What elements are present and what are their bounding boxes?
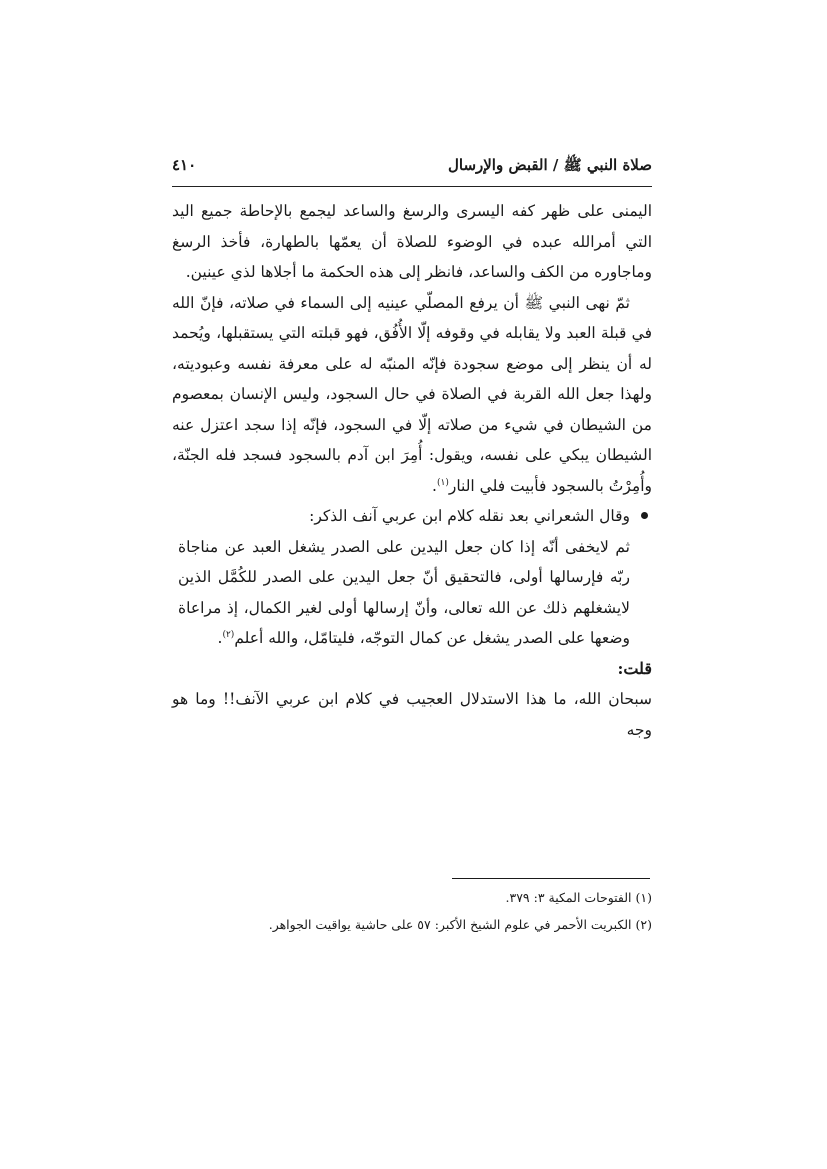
paragraph-2-end: . [432, 476, 437, 495]
bullet-text: وقال الشعراني بعد نقله كلام ابن عربي آنف الذكر: [309, 507, 630, 525]
paragraph-2-text: ثمّ نهى النبي ﷺ أن يرفع المصلّي عينيه إلى السماء في صلاته، فإنّ الله في قبلة العبد ولا يقابله في وقوفه إلّا الأُفُق، فهو قبلته التي يستقبلها، ويُحمد له أن ينظر إلى موضع سجودة فإنّه المنبّه له على معرفة نفسه وعبوديته، ولهذا جعل الله القربة في الصلاة في حال السجود، وليس الإنسان بمعصوم من الشيطان في شيء من صلاته إلّا في السجود، فإنّه إذا سجد اعتزل عنه الشيطان يبكي على نفسه، ويقول: أُمِرَ ابن آدم بالسجود فسجد فله الجنّة، وأُمِرْتُ بالسجود فأبيت فلي النار [172, 293, 652, 495]
quoted-passage-end: . [217, 629, 223, 647]
main-text [172, 196, 652, 745]
bullet-item [172, 501, 652, 532]
footnote-1: (١) الفتوحات المكية ٣: ٣٧٩. [505, 890, 652, 905]
page-number: ٤١٠ [172, 156, 197, 174]
paragraph-2 [172, 288, 652, 502]
running-header [172, 152, 652, 187]
quoted-passage-text: ثم لايخفى أنّه إذا كان جعل اليدين على الصدر يشغل العبد عن مناجاة ربّه فإرسالها أولى، فالتحقيق أنّ جعل اليدين على الصدر للكُمَّل الذين لايشغلهم ذلك عن الله تعالى، وأنّ إرسالها أولى لغير الكمال، إذ مراعاة وضعها على الصدر يشغل عن كمال التوجّه، فليتامّل، والله أعلم [178, 537, 630, 647]
bullet-icon [641, 512, 648, 519]
footnote-ref-1[interactable]: (١) [436, 477, 449, 488]
footnote-divider [452, 878, 650, 879]
paragraph-last: سبحان الله، ما هذا الاستدلال العجيب في كلام ابن عربي الآنف!! وما هو وجه [172, 690, 652, 739]
chapter-title: صلاة النبي ﷺ / القبض والإرسال [447, 156, 652, 174]
paragraph-1: اليمنى على ظهر كفه اليسرى والرسغ والساعد ليجمع بالإحاطة جميع اليد التي أمرالله عبده في الوضوء للصلاة أن يعمّها بالطهارة، فأخذ الرسغ وماجاوره من الكف والساعد، فانظر إلى هذه الحكمة ما أجلاها لذي عينين. [172, 202, 652, 281]
footnotes [172, 884, 652, 938]
footnote-2: (٢) الكبريت الأحمر في علوم الشيخ الأكبر: ٥٧ على حاشية يواقيت الجواهر. [268, 917, 652, 932]
section-heading: قلت: [617, 658, 652, 678]
footnote-ref-2[interactable]: (٢) [222, 629, 235, 640]
quoted-passage [172, 532, 652, 654]
